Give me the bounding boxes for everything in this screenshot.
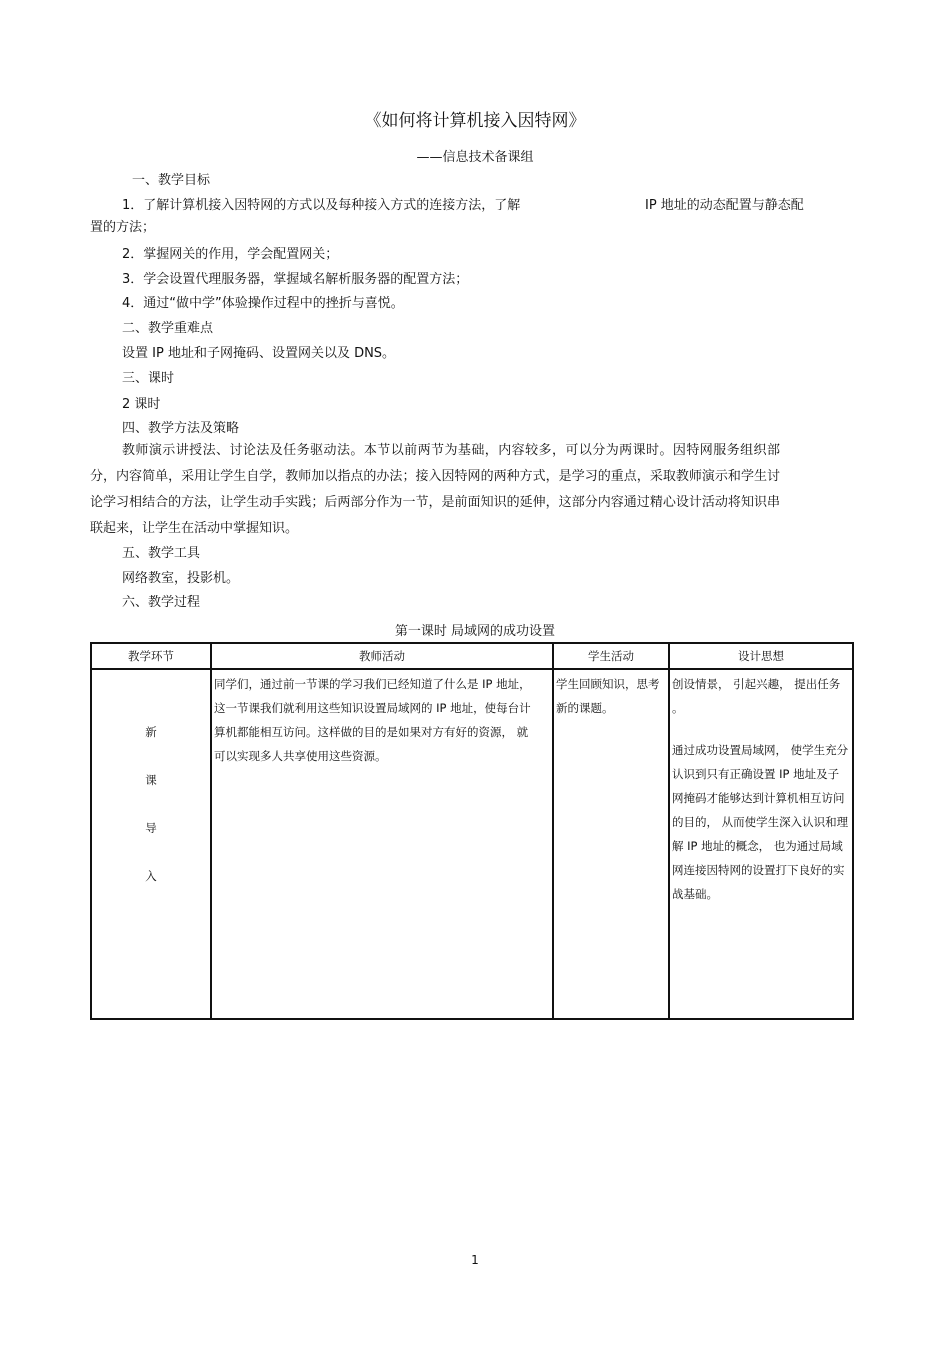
teacher-activity-text: 同学们，通过前一节课的学习我们已经知道了什么是 IP 地址，这一节课我们就利用这些知识设置局域网的 IP 地址，使每台计算机都能相互访问。这样做的目的是如果对方有好的资源， 就可以实现多人共享使用这些资源。 xyxy=(214,677,531,763)
section2-heading: 二、教学重难点 xyxy=(122,321,214,336)
table-header-row xyxy=(91,643,853,669)
stage-char: 入 xyxy=(145,869,157,883)
student-activity-cell xyxy=(553,669,669,1019)
section1-heading: 一、教学目标 xyxy=(132,173,211,188)
objective-2: 2．掌握网关的作用，学会配置网关； xyxy=(122,247,339,262)
header-student-activity: 学生活动 xyxy=(553,643,669,669)
design-idea-cell xyxy=(669,669,853,1019)
section4-body: 教师演示讲授法、讨论法及任务驱动法。本节以前两节为基础，内容较多，可以分为两课时。因特网服务组织部分，内容简单，采用让学生自学，教师加以指点的办法；接入因特网的两种方式，是学习的重点，采取教师演示和学生讨论学习相结合的方法，让学生动手实践；后两部分作为一节，是前面知识的延伸，这部分内容通过精心设计活动将知识串联起来，让学生在活动中掌握知识。 xyxy=(90,443,780,536)
lesson-plan-table xyxy=(90,642,854,1020)
stage-cell xyxy=(91,669,211,1019)
design-idea-text-2: 通过成功设置局域网， 使学生充分认识到只有正确设置 IP 地址及子网掩码才能够达到计算机相互访问的目的， 从而使学生深入认识和理解 IP 地址的概念， 也为通过局域网连接因特网的设置打下良好的实战基础。 xyxy=(672,743,849,901)
section6-heading: 六、教学过程 xyxy=(122,595,201,610)
objective-4: 4．通过“做中学”体验操作过程中的挫折与喜悦。 xyxy=(122,296,404,311)
student-activity-text: 学生回顾知识，思考新的课题。 xyxy=(556,677,660,715)
objective-1-part2: IP 地址的动态配置与静态配 xyxy=(645,198,804,213)
section5-heading: 五、教学工具 xyxy=(122,546,201,561)
table-caption: 第一课时 局域网的成功设置 xyxy=(394,624,556,639)
page-number: 1 xyxy=(471,1253,479,1267)
stage-char: 新 xyxy=(145,725,157,739)
header-stage: 教学环节 xyxy=(91,643,211,669)
objective-1-part3: 置的方法； xyxy=(90,220,156,235)
header-design-idea: 设计思想 xyxy=(669,643,853,669)
section4-heading: 四、教学方法及策略 xyxy=(122,421,240,436)
document-subtitle: ——信息技术备课组 xyxy=(416,150,534,165)
stage-char: 导 xyxy=(145,821,157,835)
table-row xyxy=(91,669,853,1019)
section3-heading: 三、课时 xyxy=(122,371,175,386)
objective-3: 3．学会设置代理服务器，掌握域名解析服务器的配置方法； xyxy=(122,272,469,287)
document-title: 《如何将计算机接入因特网》 xyxy=(364,111,586,131)
section5-body: 网络教室，投影机。 xyxy=(122,571,240,586)
stage-char: 课 xyxy=(145,773,157,787)
section3-body: 2 课时 xyxy=(122,397,161,412)
teacher-activity-cell xyxy=(211,669,553,1019)
objective-1-part1: 1．了解计算机接入因特网的方式以及每种接入方式的连接方法，了解 xyxy=(122,198,521,213)
section2-body: 设置 IP 地址和子网掩码、设置网关以及 DNS。 xyxy=(122,346,396,361)
design-idea-text-1: 创设情景， 引起兴趣， 提出任务 。 xyxy=(672,677,841,715)
header-teacher-activity: 教师活动 xyxy=(211,643,553,669)
